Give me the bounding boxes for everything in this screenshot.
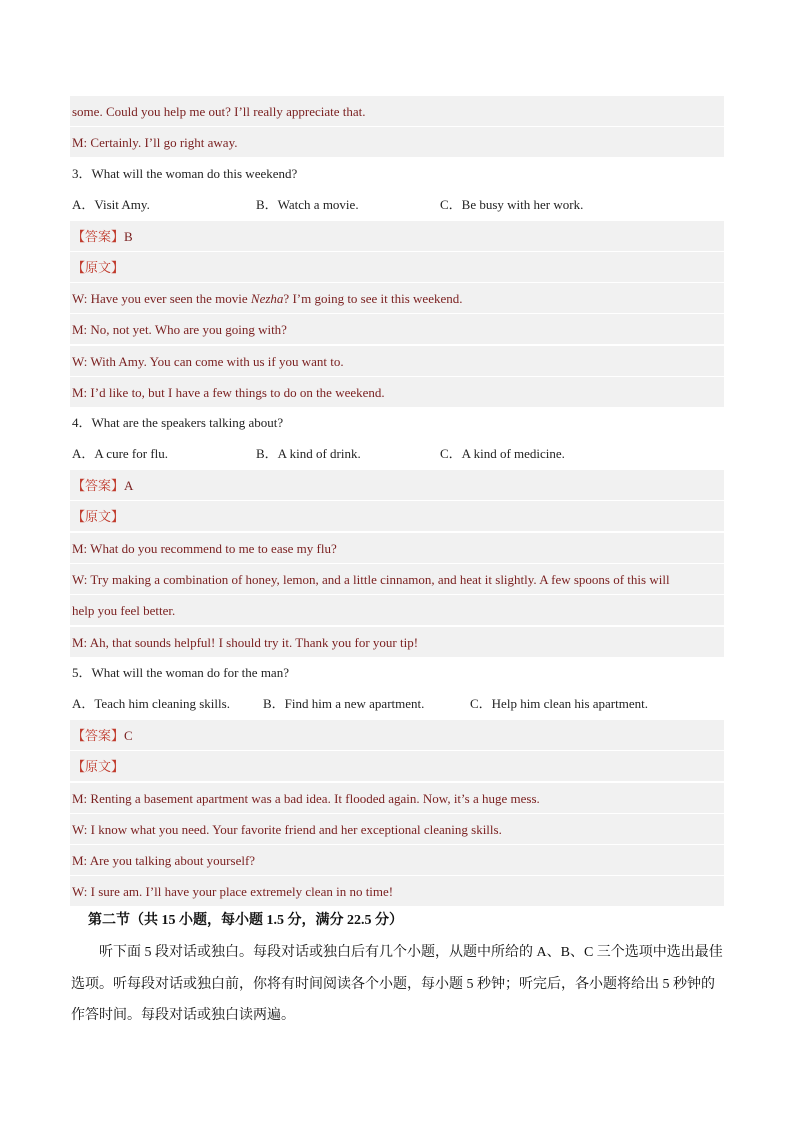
- transcript-line: M: What do you recommend to me to ease my flu?: [70, 532, 724, 563]
- transcript-line: [70, 282, 724, 313]
- transcript-line: help you feel better.: [70, 594, 724, 625]
- answer-row: [70, 719, 724, 750]
- transcript-text: W: Have you ever seen the movie: [72, 291, 251, 306]
- answer-value: B: [124, 229, 133, 244]
- transcript-line: M: Renting a basement apartment was a bad idea. It flooded again. Now, it’s a huge mess.: [70, 782, 724, 813]
- section-title: 第二节（共 15 小题，每小题 1.5 分，满分 22.5 分）: [88, 913, 403, 928]
- option-b: B．Find him a new apartment.: [263, 696, 425, 711]
- answer-value: C: [124, 728, 133, 743]
- transcript-line: M: Ah, that sounds helpful! I should try it. Thank you for your tip!: [70, 626, 724, 657]
- movie-title: Nezha: [250, 291, 284, 306]
- transcript-line: M: I’d like to, but I have a few things to do on the weekend.: [70, 376, 724, 407]
- question-3-stem: 3．What will the woman do this weekend?: [72, 166, 298, 181]
- question-4-stem: 4．What are the speakers talking about?: [72, 415, 284, 430]
- answer-label: 【答案】: [72, 728, 125, 743]
- option-a: A．A cure for flu.: [72, 446, 169, 461]
- answer-label: 【答案】: [72, 478, 125, 493]
- section-instructions: 听下面 5 段对话或独白。每段对话或独白后有几个小题，从题中所给的 A、B、C 三个选项中选出最佳选项。听每段对话或独白前，你将有时间阅读各个小题，每小题 5 秒钟；听完后，各小题将给出 5 秒钟的作答时间。每段对话或独白读两遍。: [71, 945, 723, 1023]
- option-a: A．Teach him cleaning skills.: [72, 696, 230, 711]
- answer-value: A: [124, 478, 134, 493]
- source-label: 【原文】: [70, 750, 724, 781]
- option-a: A．Visit Amy.: [72, 197, 150, 212]
- option-b: B．A kind of drink.: [256, 446, 361, 461]
- source-label: 【原文】: [70, 251, 724, 282]
- answer-row: [70, 220, 724, 251]
- option-c: C．A kind of medicine.: [440, 446, 565, 461]
- option-b: B．Watch a movie.: [256, 197, 359, 212]
- transcript-line: M: Certainly. I’ll go right away.: [70, 126, 724, 157]
- question-5-options: [70, 688, 724, 719]
- transcript-line: W: I sure am. I’ll have your place extremely clean in no time!: [70, 875, 724, 906]
- transcript-line: W: I know what you need. Your favorite friend and her exceptional cleaning skills.: [70, 813, 724, 844]
- transcript-line: some. Could you help me out? I’ll really appreciate that.: [70, 95, 724, 126]
- transcript-line: W: With Amy. You can come with us if you want to.: [70, 345, 724, 376]
- transcript-text: ? I’m going to see it this weekend.: [283, 291, 463, 306]
- question-4-options: [70, 438, 724, 469]
- answer-label: 【答案】: [72, 229, 125, 244]
- transcript-line: W: Try making a combination of honey, lemon, and a little cinnamon, and heat it slightly. A few spoons of this will: [70, 563, 724, 594]
- transcript-line: M: Are you talking about yourself?: [70, 844, 724, 875]
- question-5-stem: 5．What will the woman do for the man?: [72, 665, 289, 680]
- option-c: C．Be busy with her work.: [440, 197, 584, 212]
- question-3-options: [70, 189, 724, 220]
- source-label: 【原文】: [70, 500, 724, 531]
- option-c: C．Help him clean his apartment.: [470, 696, 648, 711]
- answer-row: [70, 469, 724, 500]
- transcript-line: M: No, not yet. Who are you going with?: [70, 313, 724, 344]
